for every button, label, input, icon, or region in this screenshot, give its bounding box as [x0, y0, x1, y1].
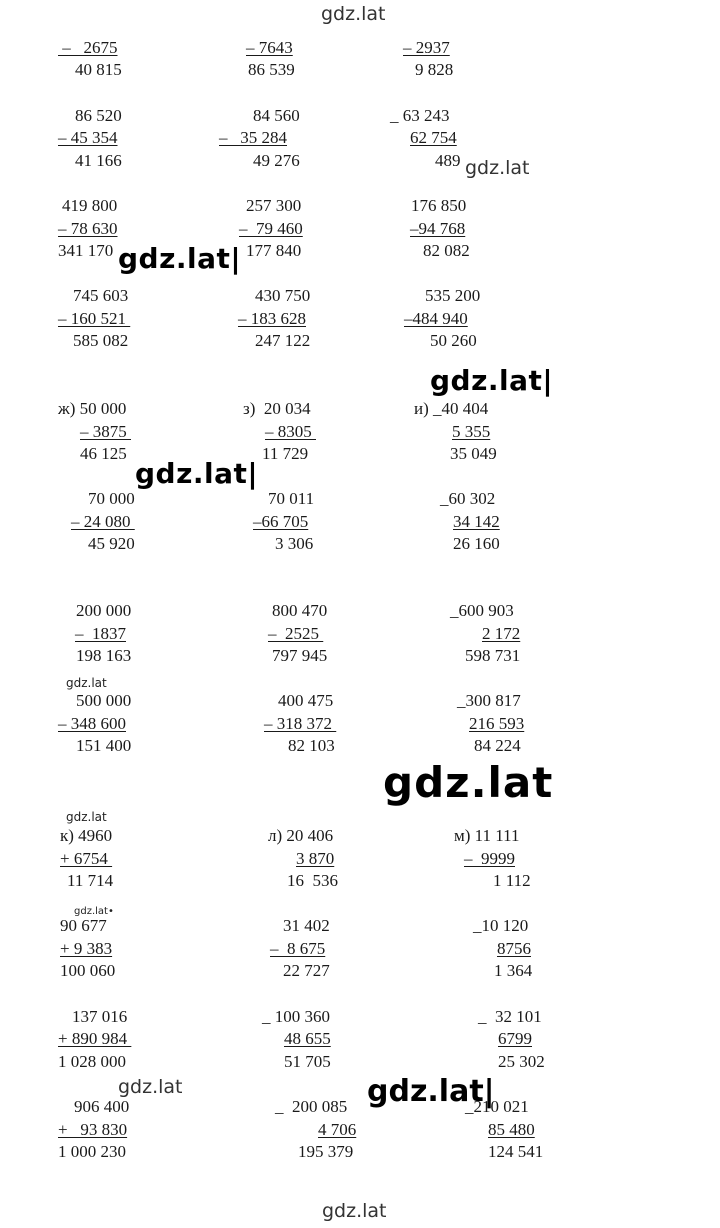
subtrahend-line: 3 870 [296, 849, 335, 868]
subtrahend-line: 5 355 [452, 422, 491, 441]
subtrahend-line: – 183 628 [238, 309, 306, 328]
subtrahend-line: –94 768 [410, 219, 466, 238]
result-line: 489 [435, 151, 461, 170]
minuend-line: _ 63 243 [390, 106, 450, 125]
subtrahend-line: 4 706 [318, 1120, 357, 1139]
result-line: 51 705 [284, 1052, 331, 1071]
subtrahend-line: –484 940 [404, 309, 468, 328]
addend-line: + 9 383 [60, 939, 113, 958]
subtrahend-line: 216 593 [469, 714, 525, 733]
minuend-line: _210 021 [465, 1097, 529, 1116]
minuend-line: 176 850 [411, 196, 467, 215]
subtrahend-line: – 35 284 [219, 128, 287, 147]
minuend-line: 419 800 [62, 196, 118, 215]
result-line: 40 815 [75, 60, 122, 79]
result-line: 198 163 [76, 646, 132, 665]
watermark: gdz.lat [118, 1076, 183, 1098]
subtrahend-line: – 3875 [80, 422, 131, 441]
minuend-line: 535 200 [425, 286, 481, 305]
watermark: gdz.lat| [135, 457, 259, 490]
minuend-line: _60 302 [440, 489, 496, 508]
watermark: gdz.lat| [367, 1074, 495, 1109]
minuend-line: 800 470 [272, 601, 328, 620]
result-line: 585 082 [73, 331, 129, 350]
addend-line: 90 677 [60, 916, 107, 935]
task-label-i: и) _40 404 [414, 399, 489, 418]
minuend-line: _ 32 101 [478, 1007, 542, 1026]
subtrahend-line: 6799 [498, 1029, 532, 1048]
result-line: 151 400 [76, 736, 132, 755]
minuend-line: _300 817 [457, 691, 521, 710]
subtrahend-line: – 7643 [246, 38, 293, 57]
minuend-line: _ 200 085 [275, 1097, 348, 1116]
minuend-line: 86 520 [75, 106, 122, 125]
watermark: gdz.lat [66, 810, 107, 824]
subtrahend-line: – 9999 [464, 849, 515, 868]
watermark-bottom: gdz.lat [322, 1200, 387, 1222]
subtrahend-line: 34 142 [453, 512, 500, 531]
subtrahend-line: – 24 080 [71, 512, 135, 531]
result-line: 86 539 [248, 60, 295, 79]
minuend-line: 745 603 [73, 286, 129, 305]
result-line: 100 060 [60, 961, 116, 980]
addend-line: 906 400 [74, 1097, 130, 1116]
watermark: gdz.lat| [430, 364, 554, 397]
result-line: 797 945 [272, 646, 328, 665]
addend-line: + 93 830 [58, 1120, 128, 1139]
task-label-l: л) 20 406 [268, 826, 334, 845]
minuend-line: _ 100 360 [262, 1007, 330, 1026]
minuend-line: 257 300 [246, 196, 302, 215]
result-line: 50 260 [430, 331, 477, 350]
subtrahend-line: 2 172 [482, 624, 521, 643]
minuend-line: 430 750 [255, 286, 311, 305]
result-line: 45 920 [88, 534, 135, 553]
result-line: 16 536 [287, 871, 338, 890]
minuend-line: _10 120 [473, 916, 529, 935]
result-line: 195 379 [298, 1142, 354, 1161]
subtrahend-line: – 348 600 [58, 714, 126, 733]
task-label-k: к) 4960 [60, 826, 113, 845]
task-label-zh: ж) 50 000 [58, 399, 127, 418]
task-label-z: з) 20 034 [243, 399, 311, 418]
result-line: 82 082 [423, 241, 470, 260]
minuend-line: 84 560 [253, 106, 300, 125]
subtrahend-line: – 160 521 [58, 309, 131, 328]
watermark: gdz.lat [465, 157, 530, 179]
minuend-line: 70 011 [268, 489, 315, 508]
result-line: 41 166 [75, 151, 122, 170]
result-line: 598 731 [465, 646, 521, 665]
minuend-line: 70 000 [88, 489, 135, 508]
subtrahend-line: – 8 675 [270, 939, 326, 958]
result-line: 1 028 000 [58, 1052, 126, 1071]
addend-line: + 6754 [60, 849, 113, 868]
subtrahend-line: 85 480 [488, 1120, 535, 1139]
subtrahend-line: – 1837 [75, 624, 126, 643]
result-line: 25 302 [498, 1052, 545, 1071]
result-line: 35 049 [450, 444, 497, 463]
watermark: gdz.lat [66, 676, 107, 690]
result-line: 341 170 [58, 241, 114, 260]
result-line: 84 224 [474, 736, 521, 755]
result-line: 247 122 [255, 331, 311, 350]
subtrahend-line: –66 705 [253, 512, 309, 531]
watermark-top: gdz.lat [321, 3, 386, 25]
watermark-large: gdz.lat [383, 758, 554, 807]
minuend-line: 400 475 [278, 691, 334, 710]
subtrahend-line: – 318 372 [264, 714, 337, 733]
result-line: 124 541 [488, 1142, 544, 1161]
result-line: 9 828 [415, 60, 454, 79]
result-line: 49 276 [253, 151, 300, 170]
result-line: 1 000 230 [58, 1142, 126, 1161]
minuend-line: _600 903 [450, 601, 514, 620]
subtrahend-line: – 78 630 [58, 219, 118, 238]
task-label-m: м) 11 111 [454, 826, 520, 845]
result-line: 11 729 [262, 444, 309, 463]
subtrahend-line: – 2937 [403, 38, 450, 57]
minuend-line: 200 000 [76, 601, 132, 620]
subtrahend-line: 62 754 [410, 128, 457, 147]
result-line: 46 125 [80, 444, 127, 463]
subtrahend-line: – 2525 [268, 624, 324, 643]
subtrahend-line: 48 655 [284, 1029, 331, 1048]
subtrahend-line: – 8305 [265, 422, 316, 441]
subtrahend-line: 8756 [497, 939, 531, 958]
minuend-line: – 2675 [58, 38, 118, 57]
result-line: 82 103 [288, 736, 335, 755]
minuend-line: 500 000 [76, 691, 132, 710]
addend-line: + 890 984 [58, 1029, 132, 1048]
result-line: 1 364 [494, 961, 533, 980]
result-line: 11 714 [67, 871, 114, 890]
result-line: 177 840 [246, 241, 302, 260]
subtrahend-line: – 45 354 [58, 128, 118, 147]
result-line: 22 727 [283, 961, 330, 980]
subtrahend-line: – 79 460 [239, 219, 303, 238]
watermark: gdz.lat• [74, 906, 114, 917]
result-line: 3 306 [275, 534, 314, 553]
watermark: gdz.lat| [118, 242, 242, 275]
addend-line: 137 016 [72, 1007, 128, 1026]
result-line: 26 160 [453, 534, 500, 553]
result-line: 1 112 [493, 871, 531, 890]
minuend-line: 31 402 [283, 916, 330, 935]
